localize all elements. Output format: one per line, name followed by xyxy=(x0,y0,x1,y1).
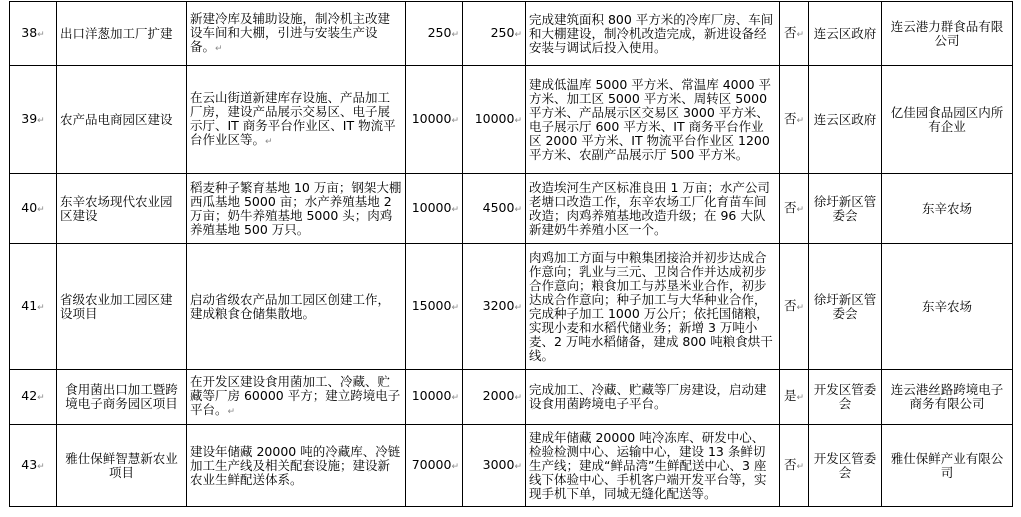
paragraph-mark-icon: ↵ xyxy=(514,461,522,472)
paragraph-mark-icon: ↵ xyxy=(514,29,522,40)
paragraph-mark-icon: ↵ xyxy=(37,302,45,313)
paragraph-mark-icon: ↵ xyxy=(451,302,459,313)
paragraph-mark-icon: ↵ xyxy=(796,461,805,472)
total-investment-cell: 10000↵ xyxy=(406,66,463,174)
responsible-unit-cell: 徐圩新区管委会 xyxy=(809,244,882,370)
paragraph-mark-icon: ↵ xyxy=(796,115,805,126)
responsible-unit-cell: 连云区政府 xyxy=(809,66,882,174)
table-row xyxy=(10,370,1013,425)
flag-cell: 否↵ xyxy=(780,174,809,244)
responsible-unit-cell: 徐圩新区管委会 xyxy=(809,174,882,244)
owner-cell: 亿佳园食品园区内所有企业 xyxy=(882,66,1013,174)
responsible-unit-cell: 开发区管委会 xyxy=(809,425,882,507)
project-name-cell: 出口洋葱加工厂扩建 xyxy=(57,2,187,66)
paragraph-mark-icon: ↵ xyxy=(37,393,45,403)
paragraph-mark-icon: ↵ xyxy=(514,204,522,215)
paragraph-mark-icon: ↵ xyxy=(796,29,805,40)
construction-content-cell: 新建冷库及辅助设施，制冷机主改建设车间和大棚，引进与安装生产设备。↵ xyxy=(187,2,406,66)
table-row xyxy=(10,174,1013,244)
paragraph-mark-icon: ↵ xyxy=(796,393,805,403)
planned-investment-cell: 250↵ xyxy=(463,2,526,66)
project-name-cell: 雅仕保鲜智慧新农业项目 xyxy=(57,425,187,507)
construction-content-cell: 稻麦种子繁育基地 10 万亩；钢架大棚西瓜基地 5000 亩；水产养殖基地 2 万亩；奶牛养殖基地 5000 头；肉鸡养殖基地 500 万只。 xyxy=(187,174,406,244)
construction-content-cell: 在开发区建设食用菌加工、冷藏、贮藏等厂房 60000 平方；建立跨境电子平台。↵ xyxy=(187,370,406,425)
annual-progress-cell: 完成加工、冷藏、贮藏等厂房建设，启动建设食用菌跨境电子平台。 xyxy=(526,370,780,425)
total-investment-cell: 10000↵ xyxy=(406,370,463,425)
owner-cell: 连云港丝路跨境电子商务有限公司 xyxy=(882,370,1013,425)
paragraph-mark-icon: ↵ xyxy=(37,29,45,40)
paragraph-mark-icon: ↵ xyxy=(451,393,459,403)
paragraph-mark-icon: ↵ xyxy=(451,204,459,215)
owner-cell: 东辛农场 xyxy=(882,244,1013,370)
owner-cell: 连云港力群食品有限公司 xyxy=(882,2,1013,66)
row-number-cell: 42↵ xyxy=(10,370,57,425)
responsible-unit-cell: 连云区政府 xyxy=(809,2,882,66)
paragraph-mark-icon: ↵ xyxy=(37,461,45,472)
flag-cell: 否↵ xyxy=(780,2,809,66)
paragraph-mark-icon: ↵ xyxy=(451,115,459,126)
paragraph-mark-icon: ↵ xyxy=(514,302,522,313)
annual-progress-cell: 肉鸡加工方面与中粮集团接洽并初步达成合作意向；乳业与三元、卫岗合作并达成初步合作意向；粮食加工与苏垦米业合作，初步达成合作意向；种子加工与大华种业合作，完成种子加工 1000 万公斤；依托国储粮，实现小麦和水稻代储业务；新增 3 万吨小麦、2 万吨水稻储备，建成 800 吨粮食烘干线。 xyxy=(526,244,780,370)
total-investment-cell: 70000↵ xyxy=(406,425,463,507)
paragraph-mark-icon: ↵ xyxy=(796,204,805,215)
paragraph-mark-icon: ↵ xyxy=(796,302,805,313)
table-row xyxy=(10,425,1013,507)
paragraph-mark-icon: ↵ xyxy=(227,407,236,417)
annual-progress-cell: 完成建筑面积 800 平方米的冷库厂房、车间和大棚建设，制冷机改造完成，新进设备经安装与调试后投入使用。 xyxy=(526,2,780,66)
total-investment-cell: 15000↵ xyxy=(406,244,463,370)
paragraph-mark-icon: ↵ xyxy=(37,115,45,126)
planned-investment-cell: 2000↵ xyxy=(463,370,526,425)
annual-progress-cell: 建成低温库 5000 平方米、常温库 4000 平方米、加工区 5000 平方米、周转区 5000 平方米、产品展示区交易区 3000 平方米、电子展示厅 600 平方米、IT 商务平台作业区 2000 平方米、IT 物流平台作业区 1200 平方米、农副产品展示厅 500 平方米。 xyxy=(526,66,780,174)
construction-content-cell: 启动省级农产品加工园区创建工作，建成粮食仓储集散地。 xyxy=(187,244,406,370)
paragraph-mark-icon: ↵ xyxy=(514,115,522,126)
row-number-cell: 38↵ xyxy=(10,2,57,66)
table-row xyxy=(10,2,1013,66)
flag-cell: 否↵ xyxy=(780,66,809,174)
planned-investment-cell: 4500↵ xyxy=(463,174,526,244)
paragraph-mark-icon: ↵ xyxy=(37,204,45,215)
paragraph-mark-icon: ↵ xyxy=(451,29,459,40)
table-row xyxy=(10,244,1013,370)
row-number-cell: 43↵ xyxy=(10,425,57,507)
flag-cell: 否↵ xyxy=(780,244,809,370)
responsible-unit-cell: 开发区管委会 xyxy=(809,370,882,425)
project-name-cell: 东辛农场现代农业园区建设 xyxy=(57,174,187,244)
owner-cell: 雅仕保鲜产业有限公司 xyxy=(882,425,1013,507)
total-investment-cell: 10000↵ xyxy=(406,174,463,244)
row-number-cell: 41↵ xyxy=(10,244,57,370)
row-number-cell: 39↵ xyxy=(10,66,57,174)
annual-progress-cell: 建成年储藏 20000 吨冷冻库、研发中心、检验检测中心、运输中心，建设 13 条鲜切生产线；建成“鲜品湾”生鲜配送中心、3 座线下体验中心、手机客户端开发平台等，实现手机下单，同城无缝化配送等。 xyxy=(526,425,780,507)
paragraph-mark-icon: ↵ xyxy=(514,393,522,403)
paragraph-mark-icon: ↵ xyxy=(215,43,223,54)
paragraph-mark-icon: ↵ xyxy=(451,461,459,472)
project-name-cell: 省级农业加工园区建设项目 xyxy=(57,244,187,370)
project-name-cell: 农产品电商园区建设 xyxy=(57,66,187,174)
paragraph-mark-icon: ↵ xyxy=(265,136,273,147)
owner-cell: 东辛农场 xyxy=(882,174,1013,244)
table-row xyxy=(10,66,1013,174)
planned-investment-cell: 3200↵ xyxy=(463,244,526,370)
planned-investment-cell: 3000↵ xyxy=(463,425,526,507)
flag-cell: 否↵ xyxy=(780,425,809,507)
construction-content-cell: 建设年储藏 20000 吨的冷藏库、冷链加工生产线及相关配套设施；建设新农业生鲜配送体系。 xyxy=(187,425,406,507)
flag-cell: 是↵ xyxy=(780,370,809,425)
annual-progress-cell: 改造埃河生产区标准良田 1 万亩；水产公司老塘口改造工作，东辛农场工厂化育苗车间改造；肉鸡养殖基地改造升级；在 96 大队新建奶牛养殖小区一个。 xyxy=(526,174,780,244)
project-table xyxy=(9,1,1013,507)
construction-content-cell: 在云山街道新建库存设施、产品加工厂房，建设产品展示交易区、电子展示厅、IT 商务平台作业区、IT 物流平台作业区等。↵ xyxy=(187,66,406,174)
total-investment-cell: 250↵ xyxy=(406,2,463,66)
row-number-cell: 40↵ xyxy=(10,174,57,244)
project-name-cell: 食用菌出口加工暨跨境电子商务园区项目 xyxy=(57,370,187,425)
planned-investment-cell: 10000↵ xyxy=(463,66,526,174)
